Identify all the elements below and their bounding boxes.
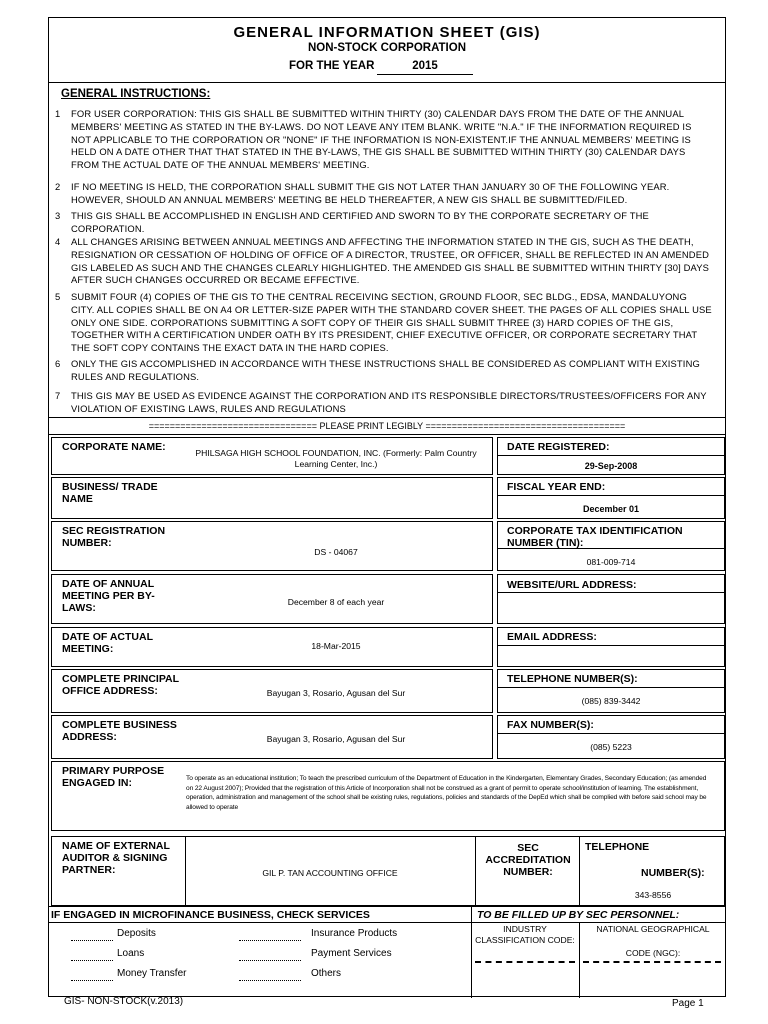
form-version: GIS- NON-STOCK(v.2013) bbox=[64, 996, 184, 1007]
divider bbox=[498, 455, 724, 456]
instruction-number: 1 bbox=[55, 108, 61, 119]
business-trade-label: BUSINESS/ TRADE NAME bbox=[62, 481, 158, 505]
date-registered-box bbox=[497, 437, 725, 475]
divider bbox=[498, 592, 724, 593]
business-address-row bbox=[51, 715, 493, 759]
date-registered-field[interactable]: 29-Sep-2008 bbox=[584, 461, 638, 471]
gis-form-page bbox=[48, 17, 726, 997]
divider bbox=[498, 495, 724, 496]
divider bbox=[49, 82, 725, 83]
checkbox-line-payment[interactable] bbox=[239, 960, 301, 961]
divider bbox=[579, 836, 580, 906]
sec-registration-row bbox=[51, 521, 493, 571]
service-others: Others bbox=[311, 968, 342, 979]
instruction-number: 5 bbox=[55, 291, 61, 302]
annual-meeting-row bbox=[51, 574, 493, 624]
checkbox-line-money-transfer[interactable] bbox=[71, 980, 113, 981]
auditor-label: NAME OF EXTERNAL AUDITOR & SIGNING PARTNER: bbox=[62, 840, 170, 876]
divider bbox=[49, 922, 725, 923]
tin-field[interactable]: 081-009-714 bbox=[586, 557, 636, 567]
auditor-field[interactable]: GIL P. TAN ACCOUNTING OFFICE bbox=[262, 868, 398, 878]
instruction-number: 4 bbox=[55, 236, 61, 247]
divider bbox=[579, 922, 580, 998]
fax-field[interactable]: (085) 5223 bbox=[590, 742, 632, 752]
microfinance-heading: IF ENGAGED IN MICROFINANCE BUSINESS, CHECK SERVICES bbox=[51, 909, 370, 921]
service-insurance-products: Insurance Products bbox=[311, 928, 398, 939]
corporate-name-label: CORPORATE NAME: bbox=[62, 441, 166, 453]
primary-purpose-row bbox=[51, 761, 725, 831]
service-money-transfer: Money Transfer bbox=[117, 968, 187, 979]
telephone-box bbox=[497, 669, 725, 713]
instruction-text: SUBMIT FOUR (4) COPIES OF THE GIS TO THE CENTRAL RECEIVING SECTION, GROUND FLOOR, SEC BLDG., EDSA, MANDALUYONG CITY. ALL COPIES SHALL BE ON A4 OR LETTER-SIZE PAPER WITH THE STANDARD COVER SHEET. THE PAGES OF ALL COPIES SHALL USE ONLY ONE SIDE. CORPORATIONS SUBMITTING A SOFT COPY OF THEIR GIS SHALL SUBMIT THREE (3) HARD COPIES OF THE GIS, TOGETHER WITH A CERTIFICATION UNDER OATH BY ITS PRESIDENT, CHIEF EXECUTIVE OFFICER, OR CORPORATE SECRETARY THAT THE SOFT COPY CONTAINS THE EXACT DATA IN THE HARD COPIES. bbox=[71, 291, 712, 354]
form-subtitle: NON-STOCK CORPORATION bbox=[307, 42, 467, 54]
business-trade-row bbox=[51, 477, 493, 519]
divider bbox=[471, 906, 472, 998]
instruction-number: 6 bbox=[55, 358, 61, 369]
page-number: Page 1 bbox=[672, 998, 704, 1009]
corporate-name-field[interactable]: PHILSAGA HIGH SCHOOL FOUNDATION, INC. (Formerly: Palm Country Learning Center, Inc.) bbox=[195, 448, 477, 469]
fax-label: FAX NUMBER(S): bbox=[507, 719, 594, 731]
date-registered-label: DATE REGISTERED: bbox=[507, 441, 610, 453]
actual-meeting-label: DATE OF ACTUAL MEETING: bbox=[62, 631, 153, 655]
business-address-label: COMPLETE BUSINESS ADDRESS: bbox=[62, 719, 177, 743]
ngc-code-field[interactable] bbox=[583, 961, 721, 963]
instruction-text: THIS GIS SHALL BE ACCOMPLISHED IN ENGLISH AND CERTIFIED AND SWORN TO BY THE CORPORATE SECRETARY OF THE CORPORATION. bbox=[71, 210, 649, 234]
divider bbox=[49, 417, 725, 418]
divider bbox=[498, 645, 724, 646]
service-loans: Loans bbox=[117, 948, 145, 959]
instruction-text: FOR USER CORPORATION: THIS GIS SHALL BE SUBMITTED WITHIN THIRTY (30) CALENDAR DAYS FROM THE DATE OF THE ANNUAL MEMBERS' MEETING AS STATED IN THE BY-LAWS. DO NOT LEAVE ANY ITEM BLANK. WRITE "N.A." IF THE INFORMATION REQUIRED IS NOT APPLICABLE TO THE CORPORATION OR "NONE" IF THE INFORMATION IS NON-EXISTENT.IF THE ANNUAL MEMBERS' MEETING IS HELD ON A DATE OTHER THAT THAT STATED IN THE BY-LAWS, THE GIS SHALL BE SUBMITTED WITHIN THIRTY (30) CALENDAR DAYS FROM THE ACTUAL DATE OF THE ANNUAL MEMBERS' MEETING. bbox=[71, 108, 692, 171]
corporate-name-row bbox=[51, 437, 493, 475]
telephone-label: TELEPHONE NUMBER(S): bbox=[507, 673, 638, 685]
instruction-text: THIS GIS MAY BE USED AS EVIDENCE AGAINST THE CORPORATION AND ITS RESPONSIBLE DIRECTORS/TRUSTEES/OFFICERS FOR ANY VIOLATION OF EXISTING LAWS, RULES AND REGULATIONS bbox=[71, 390, 707, 414]
website-label: WEBSITE/URL ADDRESS: bbox=[507, 579, 637, 591]
ngc-label: CODE (NGC): bbox=[625, 948, 681, 958]
ngc-label: NATIONAL GEOGRAPHICAL bbox=[596, 924, 710, 934]
primary-purpose-field[interactable]: To operate as an educational institution; To teach the prescribed curriculum of the Department of Education in the Kindergarten, Elementary Grades, Secondary Education; (as amended on 22 August 2007); Provided that the registration of this Article of Incorporation shall not be construed as a grant of permit to operate school/institution of learning. The establishment, operation, administration and management of the school shall be existing rules, regulations, policies and standards of the DepEd which shall be complied with before said school may be allowed to operate bbox=[186, 775, 707, 811]
sec-personnel-heading: TO BE FILLED UP BY SEC PERSONNEL: bbox=[477, 909, 680, 921]
sec-registration-label: SEC REGISTRATION NUMBER: bbox=[62, 525, 166, 549]
year-label: FOR THE YEAR bbox=[289, 60, 375, 72]
form-title: GENERAL INFORMATION SHEET (GIS) bbox=[233, 24, 541, 41]
email-box bbox=[497, 627, 725, 667]
principal-office-label: COMPLETE PRINCIPAL OFFICE ADDRESS: bbox=[62, 673, 179, 697]
website-box bbox=[497, 574, 725, 624]
instruction-number: 2 bbox=[55, 181, 61, 192]
primary-purpose-label: PRIMARY PURPOSE ENGAGED IN: bbox=[62, 765, 165, 789]
industry-code-field[interactable] bbox=[475, 961, 575, 963]
annual-meeting-label: DATE OF ANNUAL MEETING PER BY-LAWS: bbox=[62, 578, 155, 614]
tin-box bbox=[497, 521, 725, 571]
checkbox-line-insurance[interactable] bbox=[239, 940, 301, 941]
auditor-telephone-label: TELEPHONE bbox=[585, 841, 650, 853]
sec-accreditation-label: SEC ACCREDITATION NUMBER: bbox=[485, 842, 571, 878]
divider bbox=[49, 906, 725, 907]
service-deposits: Deposits bbox=[117, 928, 156, 939]
instruction-text: ALL CHANGES ARISING BETWEEN ANNUAL MEETINGS AND AFFECTING THE INFORMATION STATED IN THE GIS, SUCH AS THE DEATH, RESIGNATION OR CESSATION OF HOLDING OF OFFICE OF A DIRECTOR, TRUSTEE, OR OFFICER, SHALL BE REFLECTED IN AN AMENDED GIS LABELED AS SUCH AND THE CHANGES CLEARLY HIGHLIGHTED. THE AMENDED GIS SHALL BE SUBMITTED WITHIN THIRTY [30] DAYS AFTER SUCH CHANGES OCCURRED OR BECAME EFFECTIVE. bbox=[71, 236, 710, 286]
year-field[interactable]: 2015 bbox=[377, 60, 473, 75]
annual-meeting-field[interactable]: December 8 of each year bbox=[287, 597, 385, 607]
email-label: EMAIL ADDRESS: bbox=[507, 631, 597, 643]
checkbox-line-loans[interactable] bbox=[71, 960, 113, 961]
auditor-telephone-field[interactable]: 343-8556 bbox=[634, 890, 672, 900]
divider bbox=[498, 733, 724, 734]
industry-classification-label: INDUSTRY CLASSIFICATION CODE: bbox=[475, 924, 575, 945]
tin-label: CORPORATE TAX IDENTIFICATION NUMBER (TIN): bbox=[507, 525, 683, 549]
print-legibly-banner: ================================ PLEASE PRINT LEGIBLY ====================================== bbox=[148, 421, 626, 431]
service-payment-services: Payment Services bbox=[311, 948, 392, 959]
instructions-heading: GENERAL INSTRUCTIONS: bbox=[61, 88, 211, 100]
fiscal-year-label: FISCAL YEAR END: bbox=[507, 481, 606, 493]
fax-box bbox=[497, 715, 725, 759]
auditor-telephone-label: NUMBER(S): bbox=[641, 867, 705, 879]
instruction-number: 3 bbox=[55, 210, 61, 221]
telephone-field[interactable]: (085) 839-3442 bbox=[581, 696, 641, 706]
principal-office-row bbox=[51, 669, 493, 713]
divider bbox=[498, 548, 724, 549]
divider bbox=[498, 687, 724, 688]
fiscal-year-field[interactable]: December 01 bbox=[582, 504, 640, 514]
divider bbox=[49, 434, 725, 435]
sec-registration-field[interactable]: DS - 04067 bbox=[314, 547, 358, 557]
instruction-text: IF NO MEETING IS HELD, THE CORPORATION SHALL SUBMIT THE GIS NOT LATER THAN JANUARY 30 OF THE FOLLOWING YEAR. HOWEVER, SHOULD AN ANNUAL MEMBERS' MEETING BE HELD THEREAFTER, A NEW GIS SHALL BE SUBMITTED/FILED. bbox=[71, 181, 670, 205]
principal-office-field[interactable]: Bayugan 3, Rosario, Agusan del Sur bbox=[266, 688, 406, 698]
fiscal-year-box bbox=[497, 477, 725, 519]
actual-meeting-field[interactable]: 18-Mar-2015 bbox=[311, 641, 361, 651]
checkbox-line-others[interactable] bbox=[239, 980, 301, 981]
checkbox-line-deposits[interactable] bbox=[71, 940, 113, 941]
instruction-number: 7 bbox=[55, 390, 61, 401]
business-address-field[interactable]: Bayugan 3, Rosario, Agusan del Sur bbox=[266, 734, 406, 744]
instruction-text: ONLY THE GIS ACCOMPLISHED IN ACCORDANCE WITH THESE INSTRUCTIONS SHALL BE CONSIDERED AS COMPLIANT WITH EXISTING RULES AND REGULATIONS. bbox=[71, 358, 700, 382]
actual-meeting-row bbox=[51, 627, 493, 667]
